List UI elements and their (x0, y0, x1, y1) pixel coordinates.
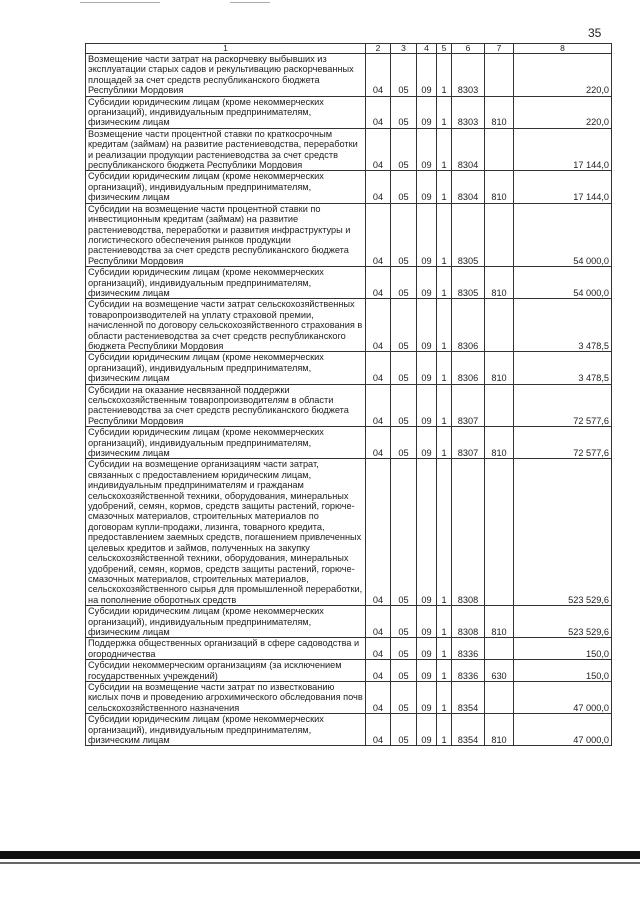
header-col-7: 7 (485, 44, 514, 54)
row-code-2: 04 (366, 606, 391, 638)
row-code-7 (485, 459, 514, 606)
budget-table (85, 43, 612, 746)
row-code-7: 810 (485, 352, 514, 384)
row-name-cell: Возмещение части процентной ставки по краткосрочным кредитам (займам) на развитие растениеводства, переработки и реализации продукции растениеводства за счет средств республиканского бюджета Республики Мордовия (86, 128, 366, 171)
row-code-6: 8305 (452, 203, 485, 266)
row-amount-cell: 220,0 (514, 96, 612, 128)
row-code-3: 05 (391, 660, 417, 682)
row-code-7: 810 (485, 171, 514, 203)
row-code-7: 810 (485, 714, 514, 746)
scan-mark-left (80, 2, 160, 3)
row-code-6: 8307 (452, 384, 485, 427)
row-code-5: 1 (437, 54, 452, 97)
row-code-5: 1 (437, 203, 452, 266)
row-code-6: 8308 (452, 459, 485, 606)
row-name-cell: Субсидии юридическим лицам (кроме некоммерческих организаций), индивидуальным предпринимателям, физическим лицам (86, 427, 366, 459)
row-name-cell: Субсидии юридическим лицам (кроме некоммерческих организаций), индивидуальным предпринимателям, физическим лицам (86, 96, 366, 128)
row-code-7: 810 (485, 96, 514, 128)
row-code-5: 1 (437, 606, 452, 638)
row-code-6: 8306 (452, 352, 485, 384)
row-code-5: 1 (437, 459, 452, 606)
row-code-2: 04 (366, 352, 391, 384)
row-name-cell: Субсидии юридическим лицам (кроме некоммерческих организаций), индивидуальным предпринимателям, физическим лицам (86, 171, 366, 203)
row-code-2: 04 (366, 203, 391, 266)
row-code-3: 05 (391, 681, 417, 713)
table-row (86, 299, 612, 352)
row-code-2: 04 (366, 299, 391, 352)
table-row (86, 267, 612, 299)
header-col-5: 5 (437, 44, 452, 54)
row-code-5: 1 (437, 384, 452, 427)
row-code-6: 8307 (452, 427, 485, 459)
table-row (86, 54, 612, 97)
row-code-3: 05 (391, 427, 417, 459)
row-amount-cell: 150,0 (514, 660, 612, 682)
row-amount-cell: 72 577,6 (514, 384, 612, 427)
row-code-3: 05 (391, 171, 417, 203)
row-code-3: 05 (391, 384, 417, 427)
table-row (86, 427, 612, 459)
row-code-5: 1 (437, 96, 452, 128)
row-amount-cell: 523 529,6 (514, 459, 612, 606)
row-code-7 (485, 128, 514, 171)
row-code-3: 05 (391, 352, 417, 384)
header-col-8: 8 (514, 44, 612, 54)
row-code-3: 05 (391, 54, 417, 97)
table-row (86, 352, 612, 384)
header-col-4: 4 (417, 44, 437, 54)
table-row (86, 96, 612, 128)
row-code-2: 04 (366, 681, 391, 713)
row-code-4: 09 (417, 606, 437, 638)
row-code-6: 8304 (452, 171, 485, 203)
scan-border-bottom-thin (0, 862, 640, 864)
row-code-4: 09 (417, 96, 437, 128)
row-code-2: 04 (366, 427, 391, 459)
row-code-4: 09 (417, 660, 437, 682)
row-code-6: 8336 (452, 660, 485, 682)
row-name-cell: Субсидии некоммерческим организациям (за исключением государственных учреждений) (86, 660, 366, 682)
page-number: 35 (588, 26, 602, 40)
row-code-6: 8303 (452, 54, 485, 97)
row-code-3: 05 (391, 267, 417, 299)
row-code-4: 09 (417, 459, 437, 606)
row-name-cell: Субсидии на возмещение организациям части затрат, связанных с предоставлением юридическим лицам, индивидуальным предпринимателям и гражданам сельскохозяйственной техники, оборудования, минеральных удобрений, семян, кормов, средств защиты растений, горюче-смазочных материалов, строительных материалов по договорам купли-продажи, лизинга, товарного кредита, предоставлением заемных средств, погашением привлеченных целевых кредитов и займов, полученных на закупку сельскохозяйственной техники, оборудования, минеральных удобрений, семян, кормов, средств защиты растений, горюче-смазочных материалов, строительных материалов, сельскохозяйственного сырья для промышленной переработки, на пополнение оборотных средств (86, 459, 366, 606)
row-amount-cell: 17 144,0 (514, 171, 612, 203)
row-code-7 (485, 299, 514, 352)
row-code-6: 8354 (452, 681, 485, 713)
row-code-2: 04 (366, 638, 391, 660)
row-name-cell: Субсидии юридическим лицам (кроме некоммерческих организаций), индивидуальным предпринимателям, физическим лицам (86, 606, 366, 638)
row-code-4: 09 (417, 203, 437, 266)
header-col-3: 3 (391, 44, 417, 54)
row-code-3: 05 (391, 606, 417, 638)
row-code-4: 09 (417, 54, 437, 97)
row-code-4: 09 (417, 384, 437, 427)
row-code-4: 09 (417, 681, 437, 713)
table-row (86, 660, 612, 682)
row-code-6: 8305 (452, 267, 485, 299)
row-amount-cell: 47 000,0 (514, 681, 612, 713)
row-code-6: 8306 (452, 299, 485, 352)
row-code-2: 04 (366, 128, 391, 171)
row-code-7 (485, 54, 514, 97)
row-code-4: 09 (417, 171, 437, 203)
table-row (86, 714, 612, 746)
row-name-cell: Возмещение части затрат на раскорчевку выбывших из эксплуатации старых садов и рекультивацию раскорчеванных площадей за счет средств республиканского бюджета Республики Мордовия (86, 54, 366, 97)
row-amount-cell: 150,0 (514, 638, 612, 660)
row-code-3: 05 (391, 96, 417, 128)
table-row (86, 681, 612, 713)
row-code-7 (485, 681, 514, 713)
row-code-5: 1 (437, 427, 452, 459)
row-code-7: 810 (485, 267, 514, 299)
row-code-5: 1 (437, 352, 452, 384)
row-code-6: 8336 (452, 638, 485, 660)
table-row (86, 171, 612, 203)
row-code-2: 04 (366, 96, 391, 128)
row-amount-cell: 3 478,5 (514, 299, 612, 352)
header-col-1: 1 (86, 44, 366, 54)
row-code-5: 1 (437, 660, 452, 682)
row-code-5: 1 (437, 638, 452, 660)
row-name-cell: Поддержка общественных организаций в сфере садоводства и огородничества (86, 638, 366, 660)
scan-border-bottom (0, 851, 640, 859)
row-code-6: 8354 (452, 714, 485, 746)
row-name-cell: Субсидии юридическим лицам (кроме некоммерческих организаций), индивидуальным предпринимателям, физическим лицам (86, 714, 366, 746)
row-code-4: 09 (417, 299, 437, 352)
table-row (86, 203, 612, 266)
row-code-4: 09 (417, 427, 437, 459)
row-amount-cell: 72 577,6 (514, 427, 612, 459)
row-code-5: 1 (437, 299, 452, 352)
row-code-3: 05 (391, 459, 417, 606)
row-code-2: 04 (366, 54, 391, 97)
row-amount-cell: 54 000,0 (514, 267, 612, 299)
row-code-7: 810 (485, 606, 514, 638)
row-code-5: 1 (437, 267, 452, 299)
row-amount-cell: 17 144,0 (514, 128, 612, 171)
row-code-3: 05 (391, 714, 417, 746)
row-code-2: 04 (366, 660, 391, 682)
row-code-4: 09 (417, 638, 437, 660)
header-col-2: 2 (366, 44, 391, 54)
row-name-cell: Субсидии юридическим лицам (кроме некоммерческих организаций), индивидуальным предпринимателям, физическим лицам (86, 267, 366, 299)
row-name-cell: Субсидии на возмещение части затрат по известкованию кислых почв и проведению агрохимического обследования почв сельскохозяйственного назначения (86, 681, 366, 713)
row-code-4: 09 (417, 267, 437, 299)
table-row (86, 606, 612, 638)
row-code-2: 04 (366, 384, 391, 427)
row-code-2: 04 (366, 267, 391, 299)
row-code-5: 1 (437, 714, 452, 746)
row-code-2: 04 (366, 714, 391, 746)
table-row (86, 384, 612, 427)
row-amount-cell: 220,0 (514, 54, 612, 97)
row-name-cell: Субсидии на возмещение части затрат сельскохозяйственных товаропроизводителей на уплату страховой премии, начисленной по договору сельскохозяйственного страхования в области растениеводства за счет средств республиканского бюджета Республики Мордовия (86, 299, 366, 352)
row-code-3: 05 (391, 203, 417, 266)
row-code-7 (485, 203, 514, 266)
row-code-4: 09 (417, 128, 437, 171)
row-code-7 (485, 384, 514, 427)
scan-mark-right (230, 2, 270, 3)
row-code-3: 05 (391, 638, 417, 660)
row-code-6: 8308 (452, 606, 485, 638)
row-name-cell: Субсидии юридическим лицам (кроме некоммерческих организаций), индивидуальным предпринимателям, физическим лицам (86, 352, 366, 384)
row-code-4: 09 (417, 714, 437, 746)
table-row (86, 638, 612, 660)
row-code-6: 8304 (452, 128, 485, 171)
row-code-5: 1 (437, 681, 452, 713)
row-amount-cell: 47 000,0 (514, 714, 612, 746)
row-code-7: 810 (485, 427, 514, 459)
table-row (86, 459, 612, 606)
row-code-5: 1 (437, 171, 452, 203)
table-body (86, 54, 612, 746)
row-code-7 (485, 638, 514, 660)
header-col-6: 6 (452, 44, 485, 54)
row-code-2: 04 (366, 459, 391, 606)
table-row (86, 128, 612, 171)
table-header-row (86, 44, 612, 54)
row-code-5: 1 (437, 128, 452, 171)
row-code-6: 8303 (452, 96, 485, 128)
row-amount-cell: 3 478,5 (514, 352, 612, 384)
row-code-3: 05 (391, 128, 417, 171)
row-code-7: 630 (485, 660, 514, 682)
row-name-cell: Субсидии на возмещение части процентной ставки по инвестиционным кредитам (займам) на развитие растениеводства, переработки и развития инфраструктуры и логистического обеспечения рынков продукции растениеводства за счет средств республиканского бюджета Республики Мордовия (86, 203, 366, 266)
row-amount-cell: 523 529,6 (514, 606, 612, 638)
row-amount-cell: 54 000,0 (514, 203, 612, 266)
row-name-cell: Субсидии на оказание несвязанной поддержки сельскохозяйственным товаропроизводителям в области растениеводства за счет средств республиканского бюджета Республики Мордовия (86, 384, 366, 427)
row-code-3: 05 (391, 299, 417, 352)
row-code-2: 04 (366, 171, 391, 203)
row-code-4: 09 (417, 352, 437, 384)
